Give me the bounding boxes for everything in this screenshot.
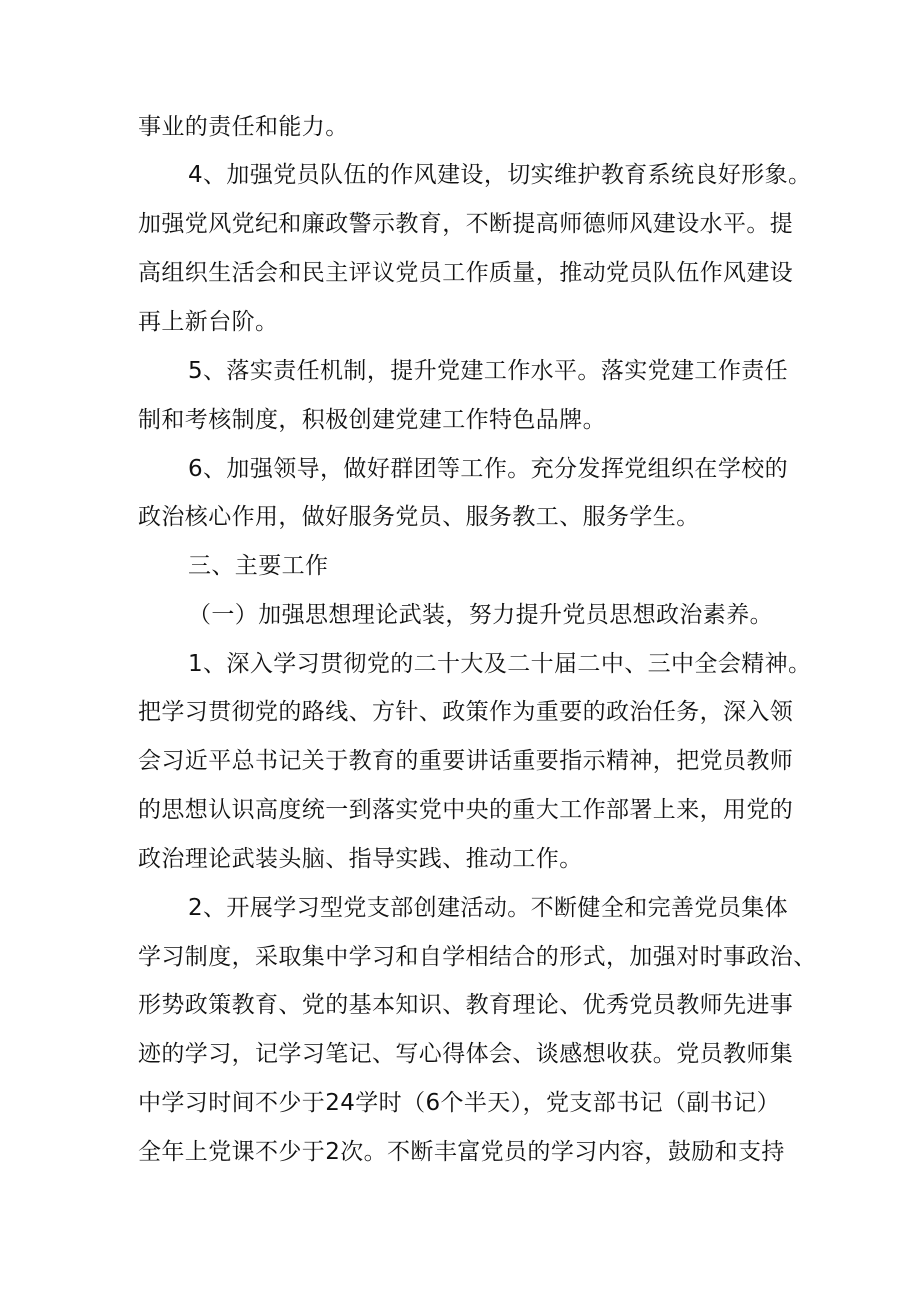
text-line: 6、加强领导，做好群团等工作。充分发挥党组织在学校的 <box>188 456 789 482</box>
text-line: 中学习时间不少于24学时（6个半天），党支部书记（副书记） <box>138 1090 780 1116</box>
text-line: 制和考核制度，积极创建党建工作特色品牌。 <box>138 407 606 433</box>
text-line: 学习制度，采取集中学习和自学相结合的形式，加强对时事政治、 <box>138 944 817 970</box>
text-line: 会习近平总书记关于教育的重要讲话重要指示精神，把党员教师 <box>138 748 794 774</box>
text-line: 政治理论武装头脑、指导实践、推动工作。 <box>138 846 583 872</box>
text-line: 全年上党课不少于2次。不断丰富党员的学习内容，鼓励和支持 <box>138 1139 785 1165</box>
text-line: 事业的责任和能力。 <box>138 114 349 140</box>
text-line: 加强党风党纪和廉政警示教育，不断提高师德师风建设水平。提 <box>138 211 794 237</box>
text-line: 高组织生活会和民主评议党员工作质量，推动党员队伍作风建设 <box>138 260 794 286</box>
text-line: 的思想认识高度统一到落实党中央的重大工作部署上来，用党的 <box>138 797 794 823</box>
text-line: 5、落实责任机制，提升党建工作水平。落实党建工作责任 <box>188 358 789 384</box>
text-line: 2、开展学习型党支部创建活动。不断健全和完善党员集体 <box>188 895 789 921</box>
section-heading: 三、主要工作 <box>188 553 329 579</box>
text-line: 4、加强党员队伍的作风建设，切实维护教育系统良好形象。 <box>188 162 812 188</box>
text-line: 把学习贯彻党的路线、方针、政策作为重要的政治任务，深入领 <box>138 699 794 725</box>
text-line: 1、深入学习贯彻党的二十大及二十届二中、三中全会精神。 <box>188 651 812 677</box>
subsection-heading: （一）加强思想理论武装，努力提升党员思想政治素养。 <box>188 602 773 628</box>
text-line: 再上新台阶。 <box>138 309 279 335</box>
text-line: 政治核心作用，做好服务党员、服务教工、服务学生。 <box>138 504 700 530</box>
text-line: 形势政策教育、党的基本知识、教育理论、优秀党员教师先进事 <box>138 992 794 1018</box>
text-line: 迹的学习，记学习笔记、写心得体会、谈感想收获。党员教师集 <box>138 1041 794 1067</box>
